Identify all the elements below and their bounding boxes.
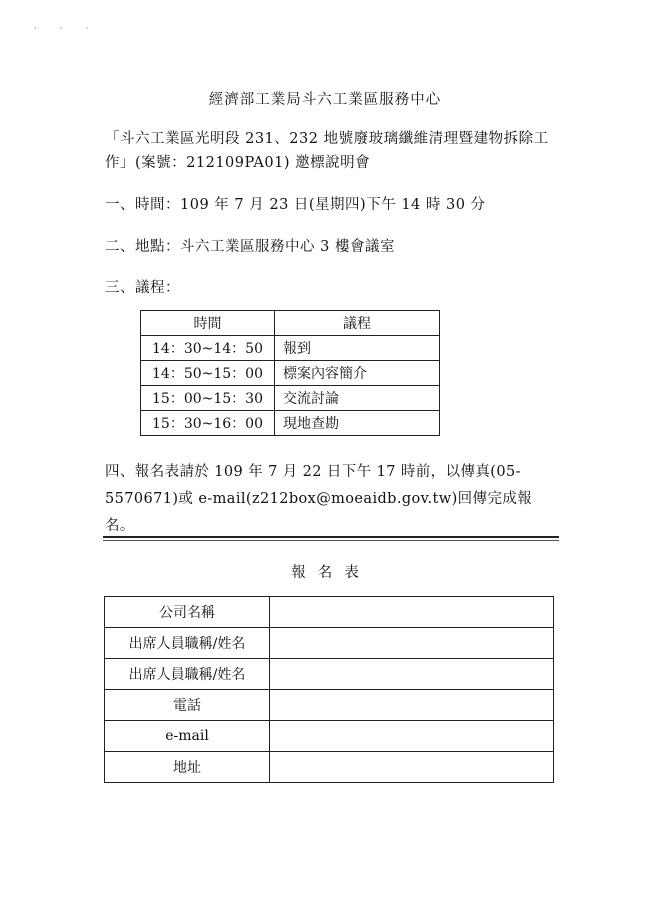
form-title: 報名表 bbox=[291, 565, 371, 581]
table-row bbox=[105, 752, 554, 783]
form-field-phone[interactable] bbox=[270, 690, 554, 721]
page-title: 經濟部工業局斗六工業區服務中心 bbox=[208, 92, 442, 108]
table-row bbox=[141, 336, 440, 361]
form-field-attendee-2[interactable] bbox=[270, 659, 554, 690]
form-label-email: e-mail bbox=[105, 721, 270, 752]
table-row bbox=[105, 597, 554, 628]
table-row bbox=[105, 721, 554, 752]
agenda-time-cell: 15：00~15：30 bbox=[141, 386, 275, 411]
agenda-header-time: 時間 bbox=[141, 311, 275, 336]
form-label-company: 公司名稱 bbox=[105, 597, 270, 628]
agenda-item-cell: 現地查勘 bbox=[275, 411, 440, 436]
agenda-item-cell: 交流討論 bbox=[275, 386, 440, 411]
agenda-time-cell: 15：30~16：00 bbox=[141, 411, 275, 436]
agenda-time-cell: 14：50~15：00 bbox=[141, 361, 275, 386]
form-label-phone: 電話 bbox=[105, 690, 270, 721]
form-field-company[interactable] bbox=[270, 597, 554, 628]
form-label-attendee-2: 出席人員職稱/姓名 bbox=[105, 659, 270, 690]
agenda-table bbox=[140, 310, 440, 436]
agenda-item-cell: 報到 bbox=[275, 336, 440, 361]
table-row bbox=[141, 411, 440, 436]
form-label-attendee-1: 出席人員職稱/姓名 bbox=[105, 628, 270, 659]
table-row bbox=[105, 690, 554, 721]
agenda-heading: 三、議程： bbox=[105, 280, 180, 296]
scan-specks: · · · bbox=[34, 24, 99, 34]
meeting-subject: 「斗六工業區光明段 231、232 地號廢玻璃纖維清理暨建物拆除工作」(案號：212109PA01) 邀標說明會 bbox=[105, 131, 549, 171]
table-row bbox=[105, 659, 554, 690]
form-field-attendee-1[interactable] bbox=[270, 628, 554, 659]
form-field-address[interactable] bbox=[270, 752, 554, 783]
agenda-header-agenda: 議程 bbox=[275, 311, 440, 336]
form-field-email[interactable] bbox=[270, 721, 554, 752]
agenda-header-row bbox=[141, 311, 440, 336]
agenda-item-cell: 標案內容簡介 bbox=[275, 361, 440, 386]
registration-note: 四、報名表請於 109 年 7 月 22 日下午 17 時前，以傳真(05-5570671)或 e-mail(z212box@moeaidb.gov.tw)回傳完成報名。 bbox=[105, 464, 533, 534]
agenda-time-cell: 14：30~14：50 bbox=[141, 336, 275, 361]
section-divider-thin bbox=[103, 540, 559, 541]
table-row bbox=[141, 386, 440, 411]
form-label-address: 地址 bbox=[105, 752, 270, 783]
table-row bbox=[141, 361, 440, 386]
table-row bbox=[105, 628, 554, 659]
registration-form-table bbox=[104, 596, 554, 783]
meeting-time: 一、時間：109 年 7 月 23 日(星期四)下午 14 時 30 分 bbox=[105, 197, 486, 213]
meeting-location: 二、地點：斗六工業區服務中心 3 樓會議室 bbox=[105, 239, 395, 255]
section-divider bbox=[103, 536, 559, 538]
